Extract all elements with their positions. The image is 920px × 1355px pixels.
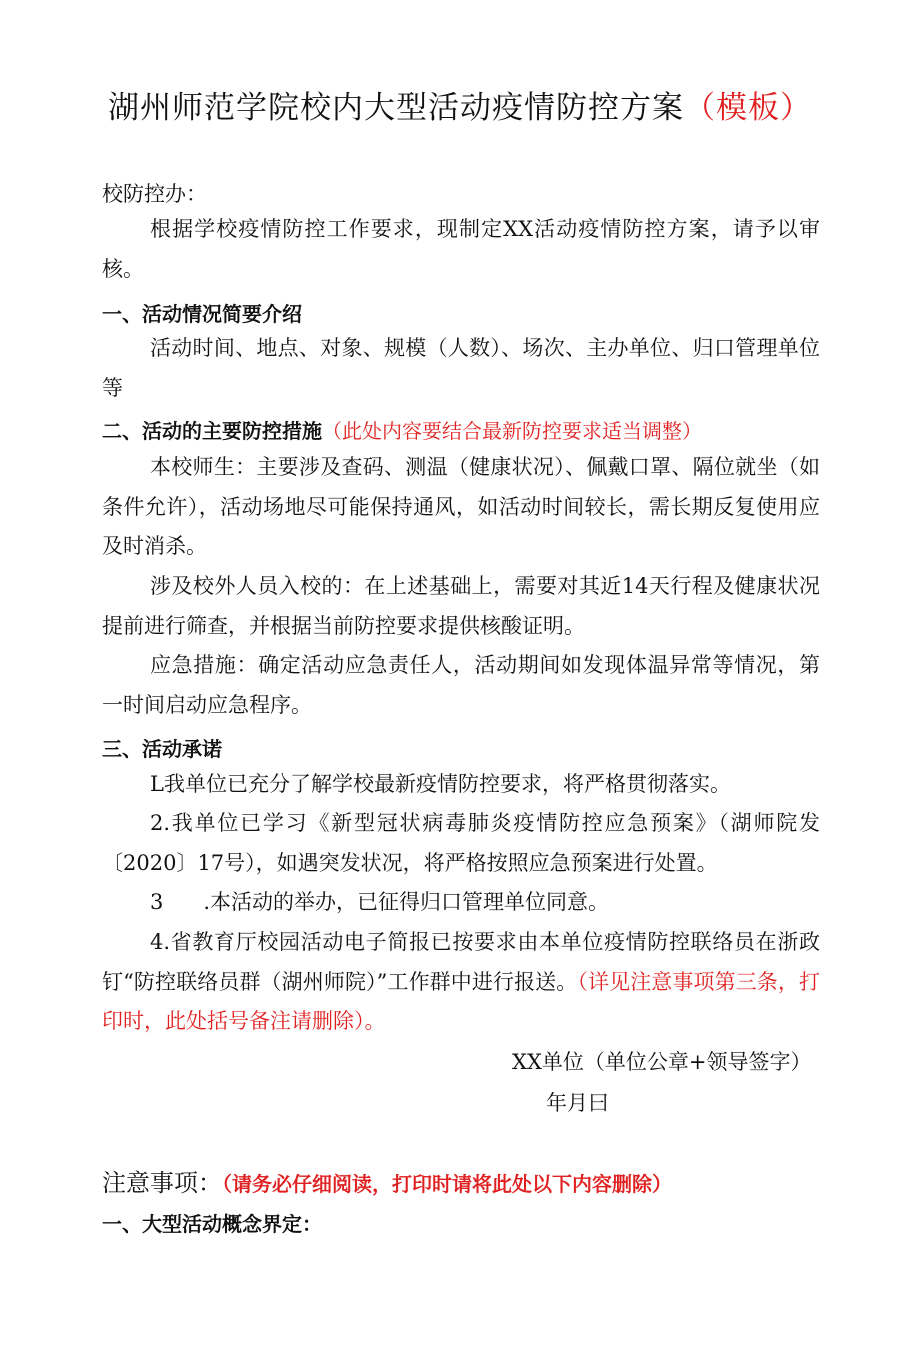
addressee: 校防控办：	[102, 182, 207, 206]
section-2-heading	[102, 415, 702, 444]
section-2-heading-text: 二、活动的主要防控措施	[102, 419, 322, 443]
section-1-body: 活动时间、地点、对象、规模（人数）、场次、主办单位、归口管理单位等	[102, 336, 820, 400]
commitment-item-4-text: 4.省教育厅校园活动电子简报已按要求由本单位疫情防控联络员在浙政钉“防控联络员群（湖州师院）”工作群中进行报送。	[102, 930, 820, 994]
section-2-paragraph-2: 涉及校外人员入校的：在上述基础上，需要对其近14天行程及健康状况提前进行筛查，并根据当前防控要求提供核酸证明。	[102, 574, 820, 638]
notes-section-1-heading: 一、大型活动概念界定：	[102, 1212, 322, 1236]
section-3-heading: 三、活动承诺	[102, 737, 222, 761]
signature-line: XX单位（单位公章+领导签字）	[512, 1050, 812, 1074]
date-line: 年月曰	[546, 1091, 609, 1115]
intro-paragraph: 根据学校疫情防控工作要求，现制定XX活动疫情防控方案，请予以审核。	[102, 217, 820, 281]
notes-title-text: 注意事项：	[102, 1169, 222, 1197]
title-main: 湖州师范学院校内大型活动疫情防控方案	[108, 90, 684, 126]
section-2-paragraph-1: 本校师生：主要涉及查码、测温（健康状况）、佩戴口罩、隔位就坐（如条件允许），活动场地尽可能保持通风，如活动时间较长，需长期反复使用应及时消杀。	[102, 455, 820, 558]
commitment-item-3-text: .本活动的举办，已征得归口管理单位同意。	[203, 890, 610, 914]
commitment-item-4-note: （详见注意事项第三条，打印时，此处括号备注请删除）。	[102, 969, 820, 1033]
section-2-heading-note: （此处内容要结合最新防控要求适当调整）	[322, 419, 702, 443]
notes-title	[102, 1163, 672, 1198]
section-2-paragraph-3: 应急措施：确定活动应急责任人，活动期间如发现体温异常等情况，第一时间启动应急程序。	[102, 653, 820, 717]
commitment-item-3-number: 3	[150, 890, 164, 914]
commitment-item-3	[102, 883, 820, 923]
title-suffix: （模板）	[684, 90, 812, 126]
commitment-item-1: L我单位已充分了解学校最新疫情防控要求，将严格贯彻落实。	[150, 772, 731, 796]
notes-title-note: （请务必仔细阅读，打印时请将此处以下内容删除）	[222, 1172, 672, 1196]
section-1-heading: 一、活动情况简要介绍	[102, 302, 302, 326]
document-title	[0, 82, 920, 127]
commitment-item-2: 2.我单位已学习《新型冠状病毒肺炎疫情防控应急预案》（湖师院发〔2020〕17号），如遇突发状况，将严格按照应急预案进行处置。	[102, 811, 820, 875]
commitment-item-4	[102, 923, 820, 1042]
